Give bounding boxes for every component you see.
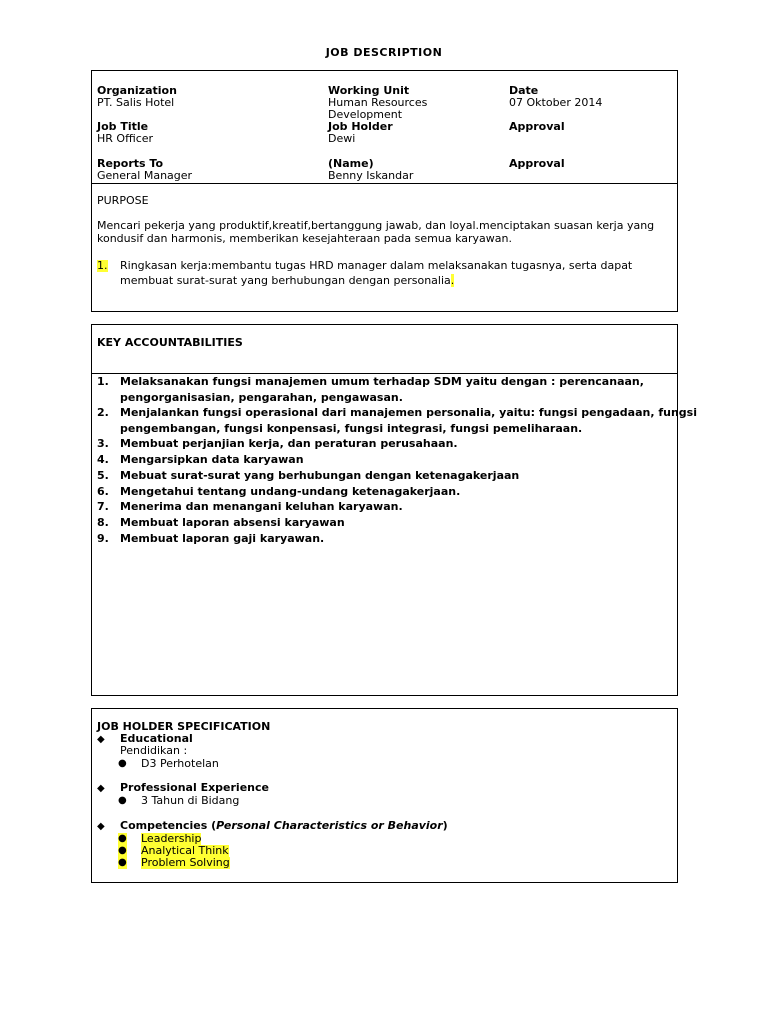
- reports-to-value: General Manager: [97, 169, 193, 182]
- accountability-number: 1.: [97, 375, 109, 388]
- accountability-text: Mengetahui tentang undang-undang ketenagakerjaan.: [120, 484, 461, 498]
- diamond-bullet-icon: ◆: [97, 783, 105, 794]
- purpose-item-text-cont: [120, 275, 454, 287]
- purpose-item-text: Ringkasan kerja:membantu tugas HRD manager dalam melaksanakan tugasnya, serta dapat: [120, 259, 633, 272]
- date-label: Date: [509, 84, 539, 97]
- bullet-dot-icon: ●: [118, 833, 127, 844]
- competency-item: Problem Solving: [141, 856, 230, 869]
- accountability-text: pengorganisasian, pengarahan, pengawasan.: [120, 390, 403, 404]
- date-value: 07 Oktober 2014: [509, 96, 603, 109]
- accountability-item: [97, 469, 519, 483]
- accountability-number: 8.: [97, 515, 109, 529]
- organization-label: Organization: [97, 84, 177, 97]
- approval-label-2: Approval: [509, 157, 565, 170]
- accountability-text: Membuat perjanjian kerja, dan peraturan perusahaan.: [120, 437, 458, 451]
- accountability-item: [97, 485, 460, 499]
- purpose-heading: PURPOSE: [97, 194, 149, 207]
- key-accountabilities-heading: KEY ACCOUNTABILITIES: [97, 336, 243, 349]
- pendidikan-label: Pendidikan :: [120, 744, 188, 757]
- accountability-text: Mebuat surat-surat yang berhubungan dengan ketenagakerjaan: [120, 468, 520, 482]
- working-unit-value: Human Resources: [328, 96, 428, 109]
- specification-heading: JOB HOLDER SPECIFICATION: [97, 720, 271, 733]
- document-title: JOB DESCRIPTION: [325, 46, 443, 59]
- working-unit-value-cont: Development: [328, 108, 403, 121]
- job-title-label: Job Title: [97, 120, 149, 133]
- accountability-number: 6.: [97, 484, 109, 498]
- bullet-dot-icon: ●: [118, 758, 127, 769]
- bullet-dot-icon: ●: [118, 795, 127, 806]
- specification-box: [91, 708, 678, 883]
- job-title-value: HR Officer: [97, 132, 154, 145]
- purpose-item-end: .: [450, 274, 455, 287]
- accountability-number: 2.: [97, 406, 109, 420]
- accountability-text: Mengarsipkan data karyawan: [120, 453, 304, 467]
- purpose-item-number: 1.: [97, 259, 108, 272]
- bullet-dot-icon: ●: [118, 845, 127, 856]
- accountability-number: 3.: [97, 437, 109, 451]
- job-info-box: [91, 70, 678, 312]
- accountability-item: [97, 406, 697, 420]
- accountability-item: [97, 453, 304, 467]
- competencies-label-text: Competencies (: [120, 819, 217, 832]
- experience-label: Professional Experience: [120, 781, 269, 794]
- name-value: Benny Iskandar: [328, 169, 414, 182]
- reports-to-label: Reports To: [97, 157, 164, 170]
- accountability-item: [97, 500, 403, 514]
- accountability-number: 5.: [97, 468, 109, 482]
- divider: [92, 183, 677, 184]
- accountability-text: Membuat laporan absensi karyawan: [120, 515, 345, 529]
- working-unit-label: Working Unit: [328, 84, 410, 97]
- accountability-number: 9.: [97, 531, 109, 545]
- job-holder-value: Dewi: [328, 132, 356, 145]
- education-value: D3 Perhotelan: [141, 757, 219, 770]
- competency-item: Analytical Think: [141, 844, 229, 857]
- purpose-text: Mencari pekerja yang produktif,kreatif,bertanggung jawab, dan loyal.menciptakan suasan kerja yang kondusif dan harmonis, memberikan kesejahteraan pada semua karyawan.: [97, 219, 655, 245]
- competencies-italic: Personal Characteristics or Behavior: [216, 819, 443, 832]
- approval-label: Approval: [509, 120, 565, 133]
- accountability-item: [97, 437, 458, 451]
- accountability-text: pengembangan, fungsi konpensasi, fungsi integrasi, fungsi pemeliharaan.: [120, 421, 583, 435]
- competencies-label: [120, 820, 448, 832]
- accountability-number: 7.: [97, 500, 109, 514]
- accountability-item: [97, 375, 644, 389]
- accountability-item: [97, 516, 345, 530]
- diamond-bullet-icon: ◆: [97, 734, 105, 745]
- bullet-dot-icon: ●: [118, 857, 127, 868]
- experience-value: 3 Tahun di Bidang: [141, 794, 240, 807]
- diamond-bullet-icon: ◆: [97, 821, 105, 832]
- accountability-item: [97, 391, 403, 405]
- accountability-number: 4.: [97, 453, 109, 467]
- name-label: (Name): [328, 157, 374, 170]
- accountability-text: Membuat laporan gaji karyawan.: [120, 531, 325, 545]
- competencies-close: ): [442, 819, 448, 832]
- accountability-text: Menjalankan fungsi operasional dari manajemen personalia, yaitu: fungsi pengadaan, fungsi: [120, 406, 697, 420]
- accountability-text: Menerima dan menangani keluhan karyawan.: [120, 500, 403, 514]
- accountability-item: [97, 422, 582, 436]
- key-accountabilities-box: [91, 324, 697, 696]
- accountability-item: [97, 532, 324, 546]
- job-holder-label: Job Holder: [328, 120, 393, 133]
- competency-item: Leadership: [141, 832, 202, 845]
- educational-label: Educational: [120, 732, 193, 745]
- purpose-item-line2: membuat surat-surat yang berhubungan dengan personalia: [120, 274, 451, 287]
- organization-value: PT. Salis Hotel: [97, 96, 175, 109]
- divider: [92, 373, 677, 374]
- accountability-text: Melaksanakan fungsi manajemen umum terhadap SDM yaitu dengan : perencanaan,: [120, 375, 644, 388]
